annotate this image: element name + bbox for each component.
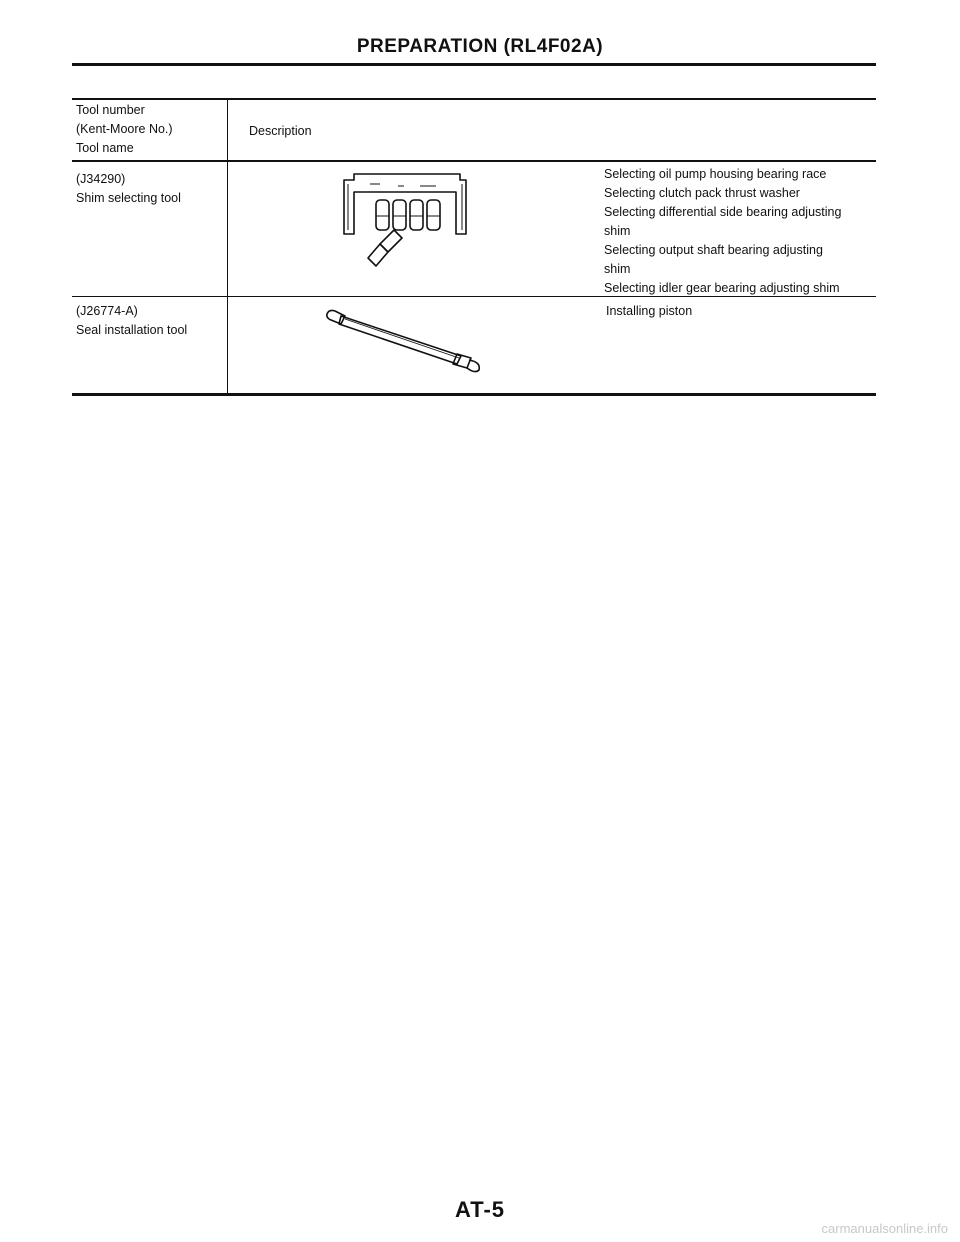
table-bottom-rule bbox=[72, 393, 876, 396]
use-item: Installing piston bbox=[606, 304, 693, 318]
header-line-kent-moore: (Kent-Moore No.) bbox=[76, 122, 173, 136]
shim-selecting-tool-icon bbox=[340, 172, 475, 270]
table-row-tool bbox=[76, 302, 187, 340]
tool-number: (J26774-A) bbox=[76, 304, 138, 318]
use-item: Selecting oil pump housing bearing race bbox=[604, 167, 827, 181]
use-item: shim bbox=[604, 224, 631, 238]
use-item: Selecting output shaft bearing adjusting bbox=[604, 243, 823, 257]
header-line-tool-name: Tool name bbox=[76, 141, 134, 155]
tool-number: (J34290) bbox=[76, 172, 126, 186]
title-rule bbox=[72, 63, 876, 66]
watermark: carmanualsonline.info bbox=[821, 1221, 948, 1236]
tool-name: Shim selecting tool bbox=[76, 191, 181, 205]
page-number: AT-5 bbox=[454, 1197, 506, 1222]
table-top-rule bbox=[72, 98, 876, 100]
tool-name: Seal installation tool bbox=[76, 323, 188, 337]
uses-list bbox=[604, 165, 841, 298]
header-line-tool-number: Tool number bbox=[76, 103, 145, 117]
use-item: Selecting clutch pack thrust washer bbox=[604, 186, 800, 200]
description-header: Description bbox=[249, 124, 312, 138]
use-item: Selecting differential side bearing adjusting bbox=[604, 205, 842, 219]
column-divider bbox=[227, 98, 228, 395]
table-row-tool bbox=[76, 170, 181, 208]
page-title: PREPARATION (RL4F02A) bbox=[356, 36, 604, 57]
use-item: shim bbox=[604, 262, 631, 276]
use-item: Selecting idler gear bearing adjusting shim bbox=[604, 281, 840, 295]
seal-installation-tool-icon bbox=[325, 308, 485, 374]
header-bottom-rule bbox=[72, 160, 876, 162]
tool-column-header bbox=[76, 101, 173, 158]
